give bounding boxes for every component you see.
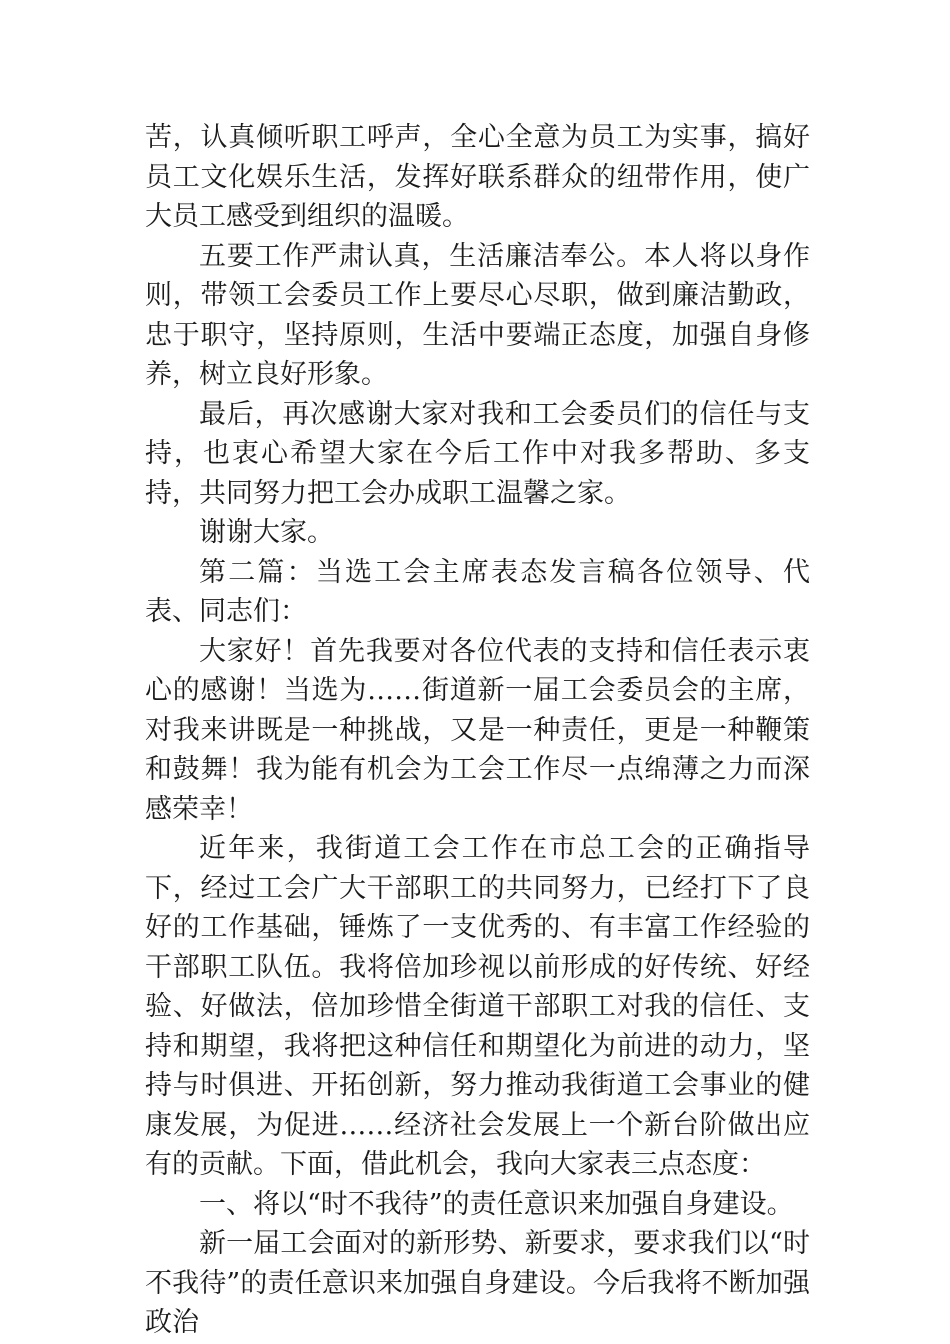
paragraph-point-one-heading: 一、将以“时不我待”的责任意识来加强自身建设。 (199, 1188, 794, 1220)
paragraph-second-article-heading: 第二篇：当选工会主席表态发言稿各位领导、代表、同志们： (145, 556, 810, 627)
paragraph-point-one-body: 新一届工会面对的新形势、新要求，要求我们以“时不我待”的责任意识来加强自身建设。今后我将不断加强政治 (145, 1228, 810, 1338)
paragraph-closing-thanks: 最后，再次感谢大家对我和工会委员们的信任与支持，也衷心希望大家在今后工作中对我多帮助、多支持，共同努力把工会办成职工温馨之家。 (145, 398, 810, 509)
paragraph-greeting: 大家好！首先我要对各位代表的支持和信任表示衷心的感谢！当选为……街道新一届工会委员会的主席，对我来讲既是一种挑战，又是一种责任，更是一种鞭策和鼓舞！我为能有机会为工会工作尽一点绵薄之力而深感荣幸！ (145, 635, 810, 825)
paragraph-continuation: 苦，认真倾听职工呼声，全心全意为员工为实事，搞好员工文化娱乐生活，发挥好联系群众的纽带作用，使广大员工感受到组织的温暖。 (145, 122, 810, 232)
paragraph-fifth-requirement: 五要工作严肃认真，生活廉洁奉公。本人将以身作则，带领工会委员工作上要尽心尽职，做到廉洁勤政，忠于职守，坚持原则，生活中要端正态度，加强自身修养，树立良好形象。 (145, 240, 810, 390)
paragraph-thank-you: 谢谢大家。 (199, 517, 334, 548)
paragraph-recent-years: 近年来，我街道工会工作在市总工会的正确指导下，经过工会广大干部职工的共同努力，已经打下了良好的工作基础，锤炼了一支优秀的、有丰富工作经验的干部职工队伍。我将倍加珍视以前形成的好传统、好经验、好做法，倍加珍惜全街道干部职工对我的信任、支持和期望，我将把这种信任和期望化为前进的动力，坚持与时俱进、开拓创新，努力推动我街道工会事业的健康发展，为促进……经济社会发展上一个新台阶做出应有的贡献。下面，借此机会，我向大家表三点态度： (145, 833, 810, 1180)
document-body (145, 118, 810, 1343)
